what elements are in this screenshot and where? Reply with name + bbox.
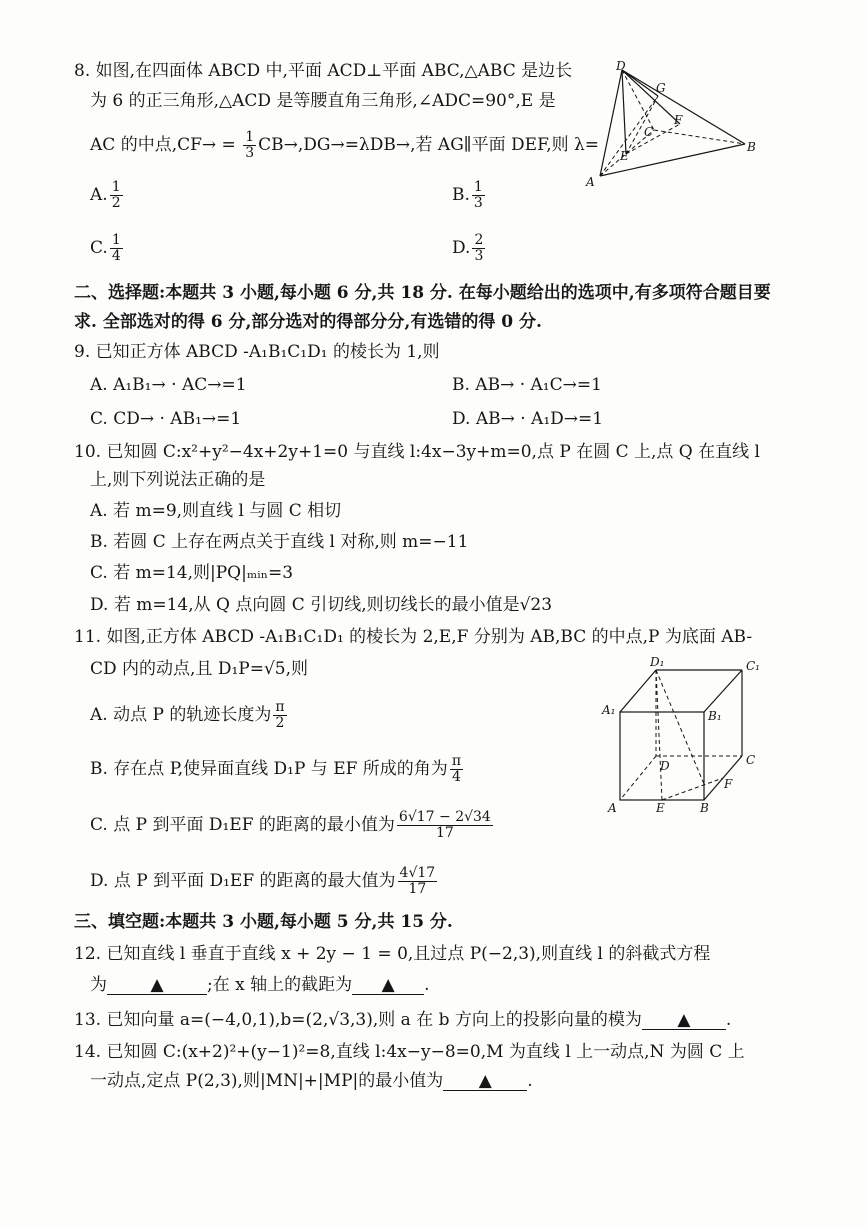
cube-figure xyxy=(600,652,770,822)
section2-line2: 求. 全部选对的得 6 分,部分选对的得部分分,有选错的得 0 分. xyxy=(74,312,542,332)
q12-blank-2[interactable]: ▲ xyxy=(352,976,424,995)
label-F: F xyxy=(724,777,733,791)
q10-line1: 10. 已知圆 C:x²+y²−4x+2y+1=0 与直线 l:4x−3y+m=0,点 P 在圆 C 上,点 Q 在直线 l xyxy=(74,442,760,462)
label-B: B xyxy=(747,140,756,154)
q10-option-b[interactable]: B. 若圆 C 上存在两点关于直线 l 对称,则 m=−11 xyxy=(90,532,469,552)
q8-line2: 为 6 的正三角形,△ACD 是等腰直角三角形,∠ADC=90°,E 是 xyxy=(90,91,556,111)
label-D: D xyxy=(660,759,670,773)
q8-option-d[interactable]: D. $\frac{2}{3}$ xyxy=(452,232,484,264)
label-D1: D₁ xyxy=(650,655,665,669)
q11-line2: CD 内的动点,且 D₁P=√5,则 xyxy=(90,659,309,679)
q11-option-c[interactable]: C. 点 P 到平面 D₁EF 的距离的最小值为 $\frac{6√17 - 2√34}{17}$ xyxy=(90,809,491,841)
q9-option-d[interactable]: D. AB→ · A₁D→=1 xyxy=(452,409,604,429)
label-D: D xyxy=(616,59,626,73)
label-G: G xyxy=(656,81,666,95)
q9-option-c[interactable]: C. CD→ · AB₁→=1 xyxy=(90,409,242,429)
label-C: C xyxy=(644,125,654,139)
label-A: A xyxy=(586,175,595,189)
q8-option-a[interactable]: A. $\frac{1}{2}$ xyxy=(90,179,121,211)
q11-line1: 11. 如图,正方体 ABCD -A₁B₁C₁D₁ 的棱长为 2,E,F 分别为 AB,BC 的中点,P 为底面 AB- xyxy=(74,627,753,647)
label-E: E xyxy=(620,149,629,163)
q13-blank[interactable]: ▲ xyxy=(642,1011,726,1030)
label-B1: B₁ xyxy=(708,709,722,723)
q8-frac: $\frac{1}{3}$ xyxy=(245,129,255,161)
q10-option-a[interactable]: A. 若 m=9,则直线 l 与圆 C 相切 xyxy=(90,501,342,521)
q11-option-b[interactable]: B. 存在点 P,使异面直线 D₁P 与 EF 所成的角为 $\frac{\pi}{4}$ xyxy=(90,753,462,785)
q11-option-a[interactable]: A. 动点 P 的轨迹长度为 $\frac{\pi}{2}$ xyxy=(90,699,285,731)
section2-line1: 二、选择题:本题共 3 小题,每小题 6 分,共 18 分. 在每小题给出的选项中,有多项符合题目要 xyxy=(74,283,771,303)
label-F: F xyxy=(674,113,683,127)
q11-option-d[interactable]: D. 点 P 到平面 D₁EF 的距离的最大值为 $\frac{4√17}{17}$ xyxy=(90,865,436,897)
q12-line1: 12. 已知直线 l 垂直于直线 x + 2y − 1 = 0,且过点 P(−2,3),则直线 l 的斜截式方程 xyxy=(74,944,711,964)
q14-blank[interactable]: ▲ xyxy=(443,1072,527,1091)
label-E: E xyxy=(656,801,665,815)
label-A: A xyxy=(608,801,617,815)
label-C1: C₁ xyxy=(746,659,760,673)
q8-line3: AC 的中点,CF→ = $\frac{1}{3}$ CB→,DG→=λDB→,若 AG∥平面 DEF,则 λ= xyxy=(90,129,600,161)
q14-line1: 14. 已知圆 C:(x+2)²+(y−1)²=8,直线 l:4x−y−8=0,M 为直线 l 上一动点,N 为圆 C 上 xyxy=(74,1042,745,1062)
q10-option-d[interactable]: D. 若 m=14,从 Q 点向圆 C 引切线,则切线长的最小值是√23 xyxy=(90,595,553,615)
q8-option-c[interactable]: C. $\frac{1}{4}$ xyxy=(90,232,121,264)
q9-option-b[interactable]: B. AB→ · A₁C→=1 xyxy=(452,375,602,395)
q12-line2: 为 ▲ ;在 x 轴上的截距为 ▲ . xyxy=(90,975,430,995)
q9-stem: 9. 已知正方体 ABCD -A₁B₁C₁D₁ 的棱长为 1,则 xyxy=(74,342,440,362)
label-B: B xyxy=(700,801,709,815)
q9-option-a[interactable]: A. A₁B₁→ · AC→=1 xyxy=(90,375,247,395)
q14-line2: 一动点,定点 P(2,3),则|MN|+|MP|的最小值为 ▲ . xyxy=(90,1071,533,1091)
q10-line2: 上,则下列说法正确的是 xyxy=(90,470,266,490)
q12-blank-1[interactable]: ▲ xyxy=(107,976,207,995)
q8-line1: 8. 如图,在四面体 ABCD 中,平面 ACD⊥平面 ABC,△ABC 是边长 xyxy=(74,61,573,81)
q8-option-b[interactable]: B. $\frac{1}{3}$ xyxy=(452,179,483,211)
label-C: C xyxy=(746,753,756,767)
q13-line: 13. 已知向量 a=(−4,0,1),b=(2,√3,3),则 a 在 b 方向上的投影向量的模为 ▲ . xyxy=(74,1010,732,1030)
section3-title: 三、填空题:本题共 3 小题,每小题 5 分,共 15 分. xyxy=(74,912,453,932)
tetrahedron-figure xyxy=(580,56,765,191)
label-A1: A₁ xyxy=(602,703,616,717)
q10-option-c[interactable]: C. 若 m=14,则|PQ|ₘᵢₙ=3 xyxy=(90,563,294,583)
